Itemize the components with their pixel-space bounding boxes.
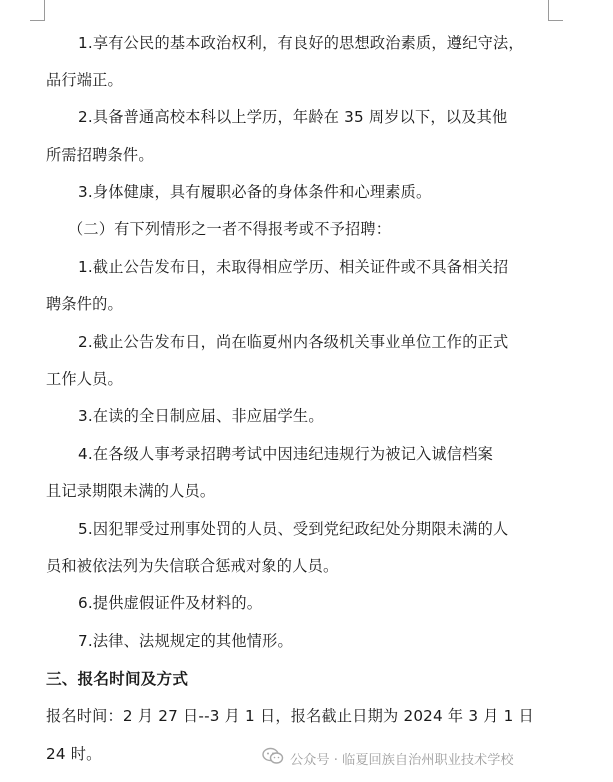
section-subheading: （二）有下列情形之一者不得报考或不予招聘： [68, 220, 392, 238]
paragraph-line: 3.在读的全日制应届、非应届学生。 [78, 407, 324, 425]
paragraph-line: 2.具备普通高校本科以上学历，年龄在 35 周岁以下，以及其他 [78, 108, 508, 126]
paragraph-line: 1.享有公民的基本政治权利，有良好的思想政治素质，遵纪守法， [78, 34, 524, 52]
watermark [262, 746, 514, 770]
paragraph-line: 所需招聘条件。 [46, 146, 154, 164]
section-heading: 三、报名时间及方式 [46, 670, 189, 688]
paragraph-line: 品行端正。 [46, 71, 123, 89]
watermark-text: 公众号 · 临夏回族自治州职业技术学校 [290, 752, 514, 768]
paragraph-line: 4.在各级人事考录招聘考试中因违纪违规行为被记入诚信档案 [78, 445, 493, 463]
paragraph-line: 报名时间：2 月 27 日--3 月 1 日，报名截止日期为 2024 年 3 月 1 日 [46, 707, 534, 725]
paragraph-line: 24 时。 [46, 745, 102, 763]
paragraph-line: 6.提供虚假证件及材料的。 [78, 594, 263, 612]
paragraph-line: 5.因犯罪受过刑事处罚的人员、受到党纪政纪处分期限未满的人 [78, 520, 509, 538]
paragraph-line: 3.身体健康，具有履职必备的身体条件和心理素质。 [78, 183, 432, 201]
paragraph-line: 1.截止公告发布日，未取得相应学历、相关证件或不具备相关招 [78, 258, 509, 276]
margin-corner-mark-left [30, 0, 45, 21]
paragraph-line: 且记录期限未满的人员。 [46, 482, 216, 500]
paragraph-line: 员和被依法列为失信联合惩戒对象的人员。 [46, 557, 339, 575]
paragraph-line: 7.法律、法规规定的其他情形。 [78, 632, 293, 650]
paragraph-line: 2.截止公告发布日，尚在临夏州内各级机关事业单位工作的正式 [78, 333, 509, 351]
paragraph-line: 聘条件的。 [46, 295, 123, 313]
paragraph-line: 工作人员。 [46, 370, 123, 388]
margin-corner-mark-right [548, 0, 563, 21]
wechat-icon [262, 747, 284, 769]
